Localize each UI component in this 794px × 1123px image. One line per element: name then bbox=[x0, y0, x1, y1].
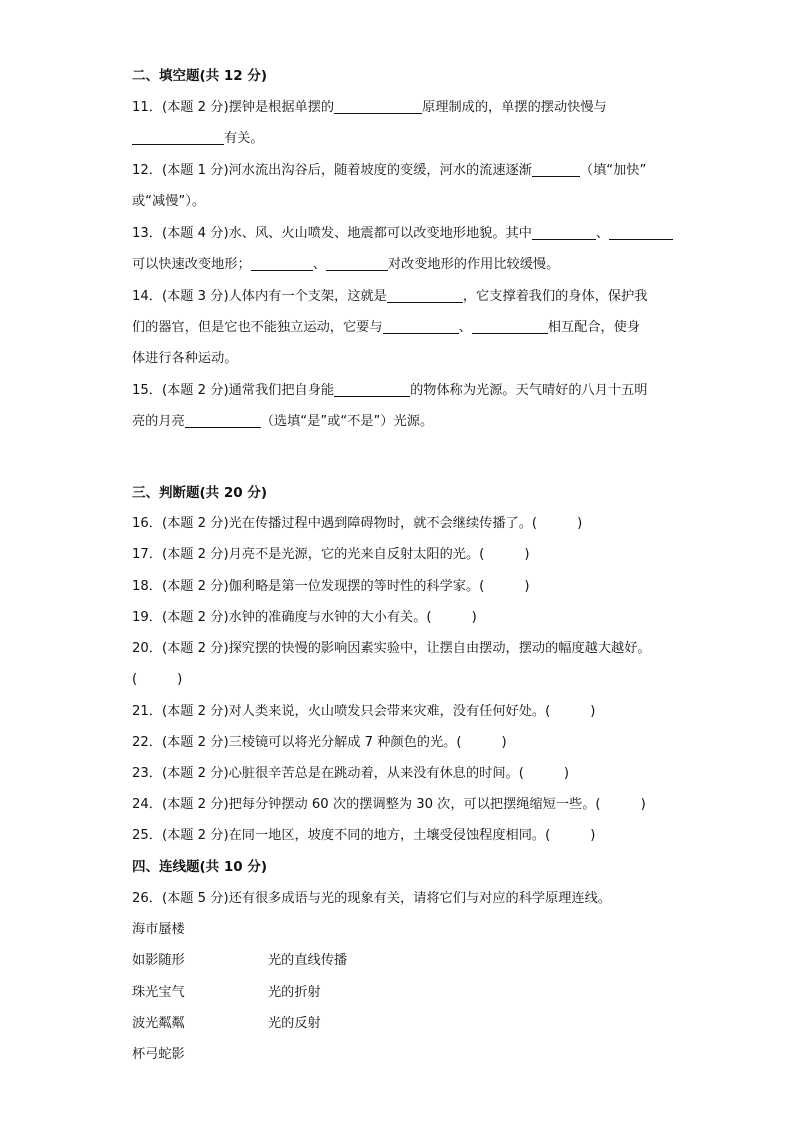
q24-close-paren: ) bbox=[640, 797, 646, 812]
q23-close-paren: ) bbox=[563, 766, 570, 781]
question-13-line-1 bbox=[132, 225, 673, 243]
question-26: 26．(本题 5 分)还有很多成语与光的现象有关，请将它们与对应的科学原理连线。 bbox=[132, 891, 612, 906]
q17-close-paren: ) bbox=[524, 547, 530, 562]
q14-blank-3[interactable] bbox=[472, 319, 548, 334]
q13-text-b: 、 bbox=[595, 226, 610, 241]
q14-text-b: ，它支撑着我们的身体，保护我 bbox=[462, 289, 648, 304]
q13-blank-2[interactable] bbox=[609, 225, 673, 240]
q20-close-paren: ) bbox=[177, 672, 183, 687]
q22-close-paren: ) bbox=[501, 735, 507, 750]
idiom-item[interactable]: 海市蜃楼 bbox=[132, 922, 185, 937]
question-21 bbox=[132, 703, 595, 721]
q14-text-a: 14．(本题 3 分)人体内有一个支架，这就是 bbox=[132, 289, 387, 304]
q21-close-paren: ) bbox=[590, 704, 596, 719]
q18-text: 18．(本题 2 分)伽利略是第一位发现摆的等时性的科学家。( bbox=[132, 579, 485, 594]
q14-text-c: 们的器官，但是它也不能独立运动，它要与 bbox=[132, 320, 383, 335]
q18-close-paren: ) bbox=[524, 579, 530, 594]
question-12-line-1 bbox=[132, 162, 646, 180]
question-13-line-2 bbox=[132, 256, 559, 274]
q24-text: 24．(本题 2 分)把每分钟摆动 60 次的摆调整为 30 次，可以把摆绳缩短一些。( bbox=[132, 797, 601, 812]
question-24 bbox=[132, 796, 646, 814]
q15-text-d: （选填“是”或“不是”）光源。 bbox=[260, 414, 434, 429]
q12-text-c: 或“减慢”）。 bbox=[132, 194, 206, 209]
q21-text: 21．(本题 2 分)对人类来说，火山喷发只会带来灾难，没有任何好处。( bbox=[132, 704, 551, 719]
question-25 bbox=[132, 827, 595, 845]
question-19 bbox=[132, 609, 477, 627]
idiom-item[interactable]: 珠光宝气 bbox=[132, 985, 185, 1000]
q25-text: 25．(本题 2 分)在同一地区，坡度不同的地方，土壤受侵蚀程度相同。( bbox=[132, 828, 551, 843]
q15-blank-2[interactable] bbox=[185, 413, 261, 428]
q15-text-c: 亮的月亮 bbox=[132, 414, 185, 429]
q11-text-a: 11．(本题 2 分)摆钟是根据单摆的 bbox=[132, 100, 335, 115]
q13-text-e: 对改变地形的作用比较缓慢。 bbox=[387, 257, 560, 272]
question-15-line-2 bbox=[132, 413, 433, 431]
question-22 bbox=[132, 734, 507, 752]
q19-text: 19．(本题 2 分)水钟的准确度与水钟的大小有关。( bbox=[132, 610, 432, 625]
q13-blank-1[interactable] bbox=[532, 225, 596, 240]
q14-text-f: 体进行各种运动。 bbox=[132, 351, 238, 366]
q17-text: 17．(本题 2 分)月亮不是光源，它的光来自反射太阳的光。( bbox=[132, 547, 485, 562]
q15-blank-1[interactable] bbox=[334, 382, 410, 397]
q20-open-paren: ( bbox=[132, 672, 138, 687]
question-23 bbox=[132, 765, 569, 783]
q11-text-c: 有关。 bbox=[224, 131, 264, 146]
q12-blank[interactable] bbox=[532, 162, 580, 177]
q14-blank-1[interactable] bbox=[387, 288, 463, 303]
section-2-heading: 二、填空题(共 12 分) bbox=[132, 68, 268, 84]
question-11-line-1 bbox=[132, 99, 607, 117]
section-4-heading: 四、连线题(共 10 分) bbox=[132, 859, 268, 875]
q11-blank-1[interactable] bbox=[334, 99, 422, 114]
q12-text-a: 12．(本题 1 分)河水流出沟谷后，随着坡度的变缓，河水的流速逐渐 bbox=[132, 163, 532, 178]
q14-text-e: 相互配合，使身 bbox=[547, 320, 641, 335]
question-20-line-1 bbox=[132, 640, 651, 658]
q20-text: 20．(本题 2 分)探究摆的快慢的影响因素实验中，让摆自由摆动，摆动的幅度越大越好。 bbox=[132, 641, 651, 656]
q13-text-c: 可以快速改变地形； bbox=[132, 257, 251, 272]
q11-text-b: 原理制成的，单摆的摆动快慢与 bbox=[422, 100, 607, 115]
q11-blank-2[interactable] bbox=[132, 130, 224, 145]
section-3-heading: 三、判断题(共 20 分) bbox=[132, 485, 268, 501]
q16-text: 16．(本题 2 分)光在传播过程中遇到障碍物时，就不会继续传播了。( bbox=[132, 516, 538, 531]
idiom-item[interactable]: 如影随形 bbox=[132, 953, 185, 968]
question-20-line-2 bbox=[132, 671, 182, 689]
question-14-line-2 bbox=[132, 319, 640, 337]
question-15-line-1 bbox=[132, 382, 647, 400]
q13-blank-3[interactable] bbox=[251, 256, 313, 271]
idiom-item[interactable]: 杯弓蛇影 bbox=[132, 1047, 185, 1062]
question-12-line-2 bbox=[132, 193, 205, 211]
q23-text: 23．(本题 2 分)心脏很辛苦总是在跳动着，从来没有休息的时间。( bbox=[132, 766, 524, 781]
q22-text: 22．(本题 2 分)三棱镜可以将光分解成 7 种颜色的光。( bbox=[132, 735, 462, 750]
question-17 bbox=[132, 546, 529, 564]
question-18 bbox=[132, 578, 529, 596]
principle-item[interactable]: 光的折射 bbox=[268, 985, 321, 1000]
q13-text-d: 、 bbox=[312, 257, 326, 272]
q15-text-b: 的物体称为光源。天气晴好的八月十五明 bbox=[410, 383, 648, 398]
q13-text-a: 13．(本题 4 分)水、风、火山喷发、地震都可以改变地形地貌。其中 bbox=[132, 226, 532, 241]
q14-blank-2[interactable] bbox=[383, 319, 459, 334]
q14-text-d: 、 bbox=[458, 320, 472, 335]
q13-blank-4[interactable] bbox=[326, 256, 388, 271]
principle-item[interactable]: 光的直线传播 bbox=[268, 953, 348, 968]
principle-item[interactable]: 光的反射 bbox=[268, 1016, 321, 1031]
question-14-line-3 bbox=[132, 350, 238, 368]
q25-close-paren: ) bbox=[590, 828, 596, 843]
question-11-line-2 bbox=[132, 130, 264, 148]
question-16 bbox=[132, 515, 582, 533]
q16-close-paren: ) bbox=[577, 516, 583, 531]
q15-text-a: 15．(本题 2 分)通常我们把自身能 bbox=[132, 383, 335, 398]
idiom-item[interactable]: 波光粼粼 bbox=[132, 1016, 185, 1031]
q12-text-b: （填“加快” bbox=[579, 163, 647, 178]
question-14-line-1 bbox=[132, 288, 647, 306]
q19-close-paren: ) bbox=[471, 610, 477, 625]
